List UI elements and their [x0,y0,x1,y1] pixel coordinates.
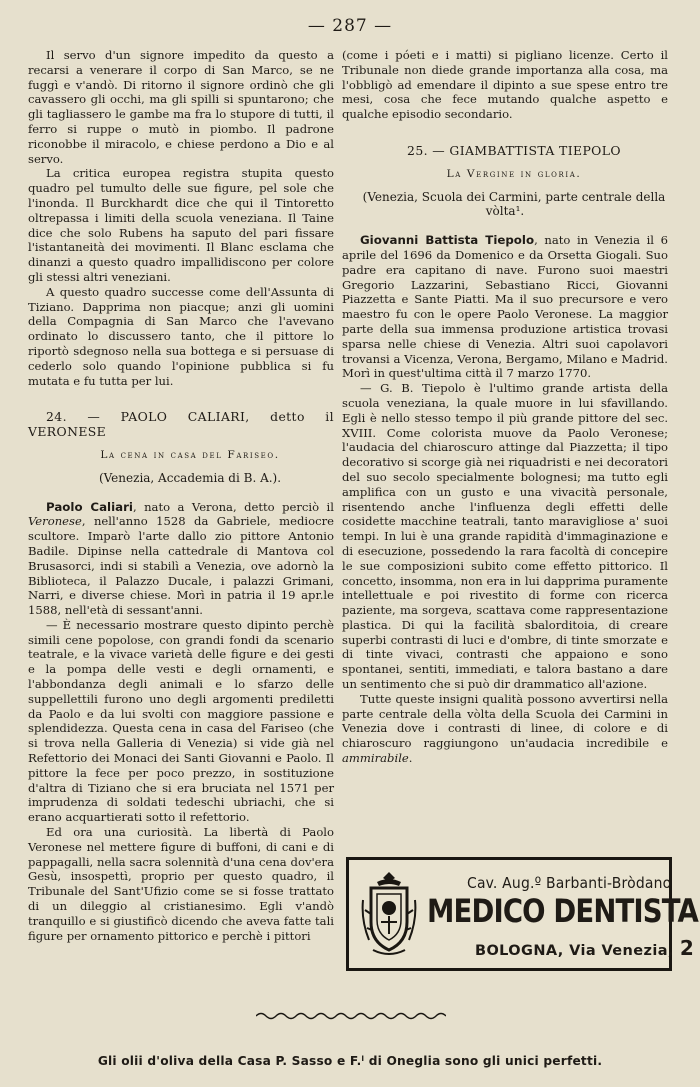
section-title: 24. — PAOLO CALIARI, detto il VERONESE [28,409,334,440]
ad-address-text: BOLOGNA, Via Venezia, [475,943,674,959]
paragraph: A questo quadro successe come dell'Assunta di Tiziano. Dapprima non piacque; anzi gli uomini della Compagnia di San Marco che l'avevano ordinato lo discussero tanto, che il pittore lo riportò sdegnoso nella sua bottega e si persuase di cederlo solo quando l'opinione pubblica si fu mutata e fu tutta per lui. [28,284,334,388]
text-run: , nato a Verona, detto perciò il [132,499,334,514]
ad-name: Cav. Aug.º Barbanti-Bròdano [467,874,672,892]
paragraph [28,500,334,618]
author-name: Paolo Caliari [46,499,133,514]
paragraph: Ed ora una curiosità. La libertà di Paolo Veronese nel mettere figure di buffoni, di cani e di pappagalli, nella sacra solennità d'una cena dov'era Gesù, insospettì, proprio per questo quadro, il Tribunale del Sant'Ufizio come se si fosse trattato di un dileggio al cristianesimo. Egli v'andò tranquillo e si giustificò dicendo che aveva fatte tali figure per ornamento pittorico e perchè i pittori [28,825,334,943]
section-subtitle: La Vergine in gloria. [446,167,582,180]
text-run: , nato in Venezia il 6 aprile del 1696 da Domenico e da Orsetta Giogali. Suo padre era capitano di nave. Furono suoi maestri Gregorio Lazzarini, Sebastiano Ricci, Giovanni Piazzetta e Sante Piatti. Ma il suo precursore e vero maestro fu con le opere Paolo Veronese. La maggior parte della sua immensa produzione artistica trovasi sparsa nelle chiese di Venezia. Altri suoi capolavori trovansi a Vicenza, Verona, Bergamo, Milano e Madrid. Morì in quest'ultima città il 7 marzo 1770. [342,233,668,381]
ad-profession: MEDICO DENTISTA [427,892,698,930]
footer-advertisement: Gli olii d'oliva della Casa P. Sasso e F.ˡ di Oneglia sono gli unici perfetti. [97,1054,603,1068]
italic-text: Veronese [28,514,82,529]
section-title: 25. — GIAMBATTISTA TIEPOLO [407,142,621,158]
section-location: (Venezia, Accademia di B. A.). [98,470,282,485]
left-column [28,48,334,943]
italic-text: ammirabile [342,751,409,766]
text-run: Tutte queste insigni qualità possono avvertirsi nella parte centrale della vòlta della Scuola dei Carmini in Venezia dove i contrasti di linee, di colore e di chiaroscuro raggiungono un'audacia incredibile e [342,691,668,751]
ad-address-number: 2 [679,936,695,960]
author-name: Giovanni Battista Tiepolo [360,233,535,248]
paragraph [342,692,668,766]
paragraph: — È necessario mostrare questo dipinto perchè simili cene popolose, con grandi fondi da scenario teatrale, e la vivace varietà delle figure e dei gesti e la pompa delle vesti e degli ornamenti, e l'abbondanza degli animali e lo sfarzo delle suppellettili furono uno degli argomenti prediletti da Paolo e da lui svolti con maggiore passione e splendidezza. Questa cena in casa del Fariseo (che si trova nella Galleria di Venezia) si vide già nel Refettorio dei Monaci dei Santi Giovanni e Paolo. Il pittore la fece per poco prezzo, in sostituzione d'altra di Tiziano che si era bruciata nel 1571 per imprudenza di soldati tedeschi ubriachi, che si erano acquartierati sotto il refettorio. [28,617,334,825]
paragraph: La critica europea registra stupita questo quadro pel tumulto delle sue figure, pel sole che l'inonda. Il Burckhardt dice che qui il Tintoretto oltrepassa i limiti della scuola veneziana. Il Taine dice che solo Rubens ha saputo del pari fissare l'istantaneità dei movimenti. Il Blanc esclama che dinanzi a questo quadro impallidiscono per colore gli stessi altri veneziani. [28,166,334,284]
coat-of-arms-icon [359,870,419,956]
paragraph: — G. B. Tiepolo è l'ultimo grande artista della scuola veneziana, la quale muore in lui sfavillando. Egli è nello stesso tempo il più grande pittore del sec. XVIII. Come colorista muove da Paolo Veronese; l'audacia del chiaroscuro attinge dal Piazzetta; il tipo decorativo si scorge già nei riquadristi e nei decoratori del suo secolo specialmente bolognesi; ma tutto egli amplifica con un gusto e una vivacità personale, risentendo anche l'influenza degli effetti delle cosidette macchine teatrali, tanto maravigliose a' suoi tempi. In lui è una grande rapidità d'immaginazione e di esecuzione, possedendo la rara facoltà di concepire le sue composizioni subito come effetto pittorico. Il concetto, insomma, non era in lui dapprima puramente intellettuale e poi rivestito di forme con ricerca paziente, ma sorgeva, scattava come rappresentazione plastica. Di qui la facilità sbalorditoia, di creare superbi contrasti di luci e d'ombre, di tinte smorzate e di tinte vivaci, contrasti che appaiono e sono spontanei, sentiti, immediati, e talora bastano a dare un sentimento che si può dir drammatico all'azione. [342,381,668,692]
paragraph [342,233,668,381]
right-column [342,48,668,766]
wave-divider-icon [256,1010,446,1022]
ad-address [475,936,694,960]
text-run: . [408,751,413,766]
text-run: , nell'anno 1528 da Gabriele, mediocre scultore. Imparò l'arte dallo zio pittore Antonio Badile. Dipinse nella cattedrale di Mantova col Brusasorci, indi si stabilì a Venezia, ove adornò la Biblioteca, il Palazzo Ducale, i palazzi Grimani, Narri, e diverse chiese. Morì in patria il 19 apr.le 1588, nell'età di sessant'anni. [28,514,334,618]
section-subtitle: La cena in casa del Fariseo. [100,448,280,461]
paragraph: Il servo d'un signore impedito da questo a recarsi a venerare il corpo di San Marco, se ne fuggì e v'andò. Di ritorno il signore ordinò che gli cavassero gli occhi, ma gli spilli si spuntarono; che gli tagliassero le gambe ma fra lo stupore di tutti, il ferro si ruppe o mutò in piombo. Il padrone riconobbe il miracolo, e chiese perdono a Dio e al servo. [28,48,334,166]
paragraph: (come i póeti e i matti) si pigliano licenze. Certo il Tribunale non diede grande importanza alla cosa, ma l'obbligò ad emendare il dipinto a sue spese entro tre mesi, cosa che fece mutando qualche aspetto e qualche episodio secondario. [342,48,668,122]
dentist-advertisement [346,857,698,971]
section-location: (Venezia, Scuola dei Carmini, parte centrale della vòlta¹. [362,189,666,219]
page-number: — 287 — [307,16,393,36]
